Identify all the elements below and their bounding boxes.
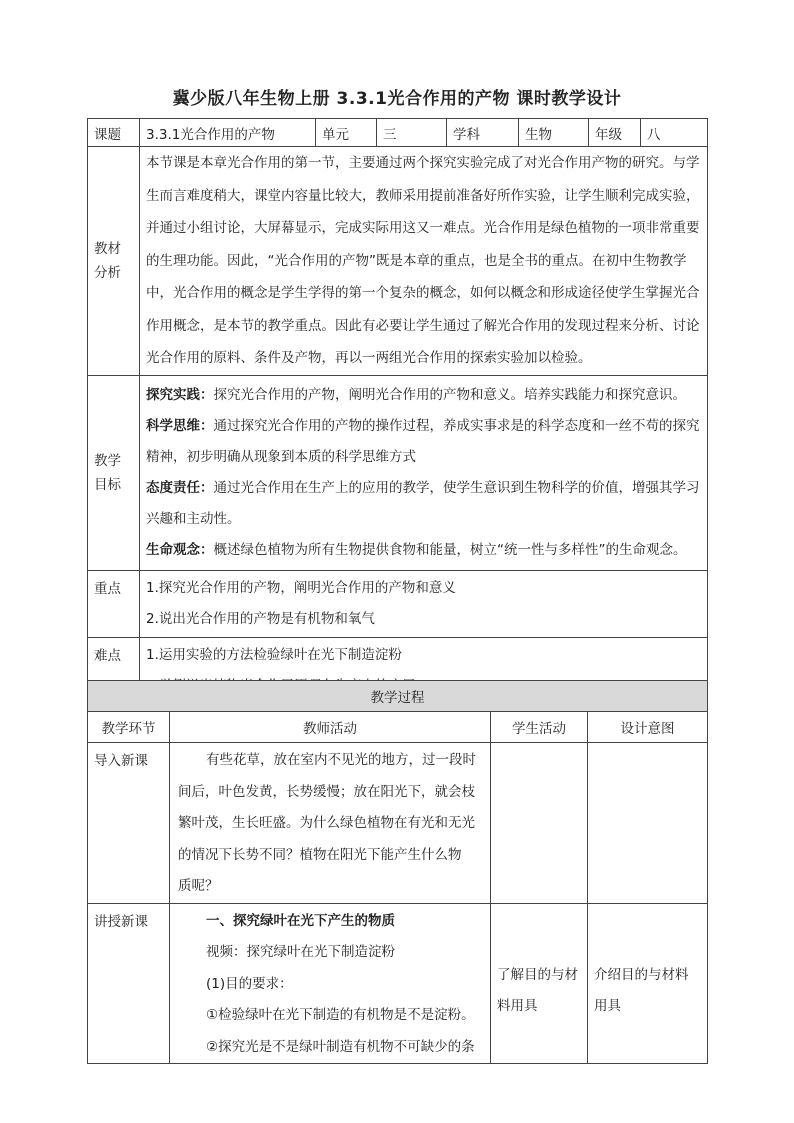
teacher-line: 间后，叶色发黄，长势缓慢；放在阳光下，就会枝 (178, 783, 475, 800)
teacher-line: 的情况下长势不同？植物在阳光下能产生什么物 (178, 846, 462, 863)
analysis-label (88, 147, 140, 376)
phase-lecture: 讲授新课 (88, 903, 170, 1064)
analysis-label-line2: 分析 (94, 264, 121, 281)
topic-label: 课题 (88, 119, 140, 147)
header-phase: 教学环节 (88, 712, 170, 743)
objective-head: 态度责任： (146, 479, 214, 496)
objective-item (146, 380, 703, 411)
teacher-line: (1)目的要求： (206, 975, 293, 992)
key-points-label: 重点 (88, 570, 140, 637)
intent-line: 用具 (594, 998, 621, 1014)
document-title: 冀少版八年生物上册 3.3.1光合作用的产物 课时教学设计 (172, 89, 622, 109)
process-section-row (88, 681, 708, 712)
difficulties-label: 难点 (88, 637, 140, 704)
objective-head: 探究实践： (146, 386, 214, 403)
key-points-row (88, 570, 708, 637)
process-row-intro (88, 743, 708, 904)
design-intent-intro (588, 743, 708, 904)
teacher-line: ②探究光是不是绿叶制造有机物不可缺少的条 (206, 1038, 475, 1055)
objectives-row (88, 375, 708, 570)
process-header-row (88, 712, 708, 743)
unit-value: 三 (377, 119, 447, 147)
info-row (88, 119, 708, 147)
header-teacher: 教师活动 (170, 712, 491, 743)
teaching-process-table (87, 680, 708, 1064)
objectives-label-line2: 目标 (94, 476, 121, 493)
objectives-label-line1: 教学 (94, 452, 121, 469)
teacher-line: 视频：探究绿叶在光下制造淀粉 (206, 944, 395, 960)
unit-label: 单元 (316, 119, 377, 147)
design-intent-lecture (588, 903, 708, 1064)
key-point-item: 1.探究光合作用的产物，阐明光合作用的产物和意义 (146, 579, 456, 596)
analysis-row (88, 147, 708, 376)
teacher-activity-lecture (170, 903, 491, 1064)
subject-value: 生物 (519, 119, 589, 147)
teacher-activity-intro (170, 743, 491, 904)
difficulty-item: 1.运用实验的方法检验绿叶在光下制造淀粉 (146, 646, 402, 663)
teacher-line: 繁叶茂，生长旺盛。为什么绿色植物在有光和无光 (178, 815, 475, 831)
teacher-line: ①检验绿叶在光下制造的有机物是不是淀粉。 (206, 1007, 475, 1023)
lesson-info-table (87, 118, 708, 705)
header-intent: 设计意图 (588, 712, 708, 743)
grade-label: 年级 (589, 119, 641, 147)
process-section-title: 教学过程 (88, 681, 708, 712)
objective-item (146, 535, 703, 566)
analysis-label-line1: 教材 (94, 240, 121, 257)
objective-item (146, 411, 703, 473)
objective-body: 通过探究光合作用的产物的操作过程，养成实事求是的科学态度和一丝不苟的探究精神，初步明确从现象到本质的科学思维方式 (146, 417, 700, 465)
objective-item (146, 473, 703, 535)
subject-label: 学科 (447, 119, 519, 147)
objective-head: 科学思维： (146, 417, 214, 434)
objectives-content (140, 375, 708, 570)
student-line: 料用具 (497, 998, 538, 1014)
objective-body: 通过光合作用在生产上的应用的教学，使学生意识到生物科学的价值，增强其学习兴趣和主动性。 (146, 479, 700, 527)
student-activity-lecture (491, 903, 588, 1064)
key-points-content (140, 570, 708, 637)
objective-body: 探究光合作用的产物，阐明光合作用的产物和意义。培养实践能力和探究意识。 (213, 386, 686, 403)
teacher-heading: 一、探究绿叶在光下产生的物质 (206, 912, 395, 929)
grade-value: 八 (641, 119, 708, 147)
header-student: 学生活动 (491, 712, 588, 743)
process-row-lecture (88, 903, 708, 1064)
topic-value: 3.3.1光合作用的产物 (140, 119, 316, 147)
student-line: 了解目的与材 (497, 966, 578, 983)
key-point-item: 2.说出光合作用的产物是有机物和氧气 (146, 610, 375, 627)
objective-body: 概述绿色植物为所有生物提供食物和能量，树立“统一性与多样性”的生命观念。 (213, 541, 687, 558)
objective-head: 生命观念： (146, 541, 214, 558)
analysis-text: 本节课是本章光合作用的第一节，主要通过两个探究实验完成了对光合作用产物的研究。与学生而言难度稍大，课堂内容量比较大，教师采用提前准备好所作实验，让学生顺利完成实验，并通过小组讨论，大屏幕显示，完成实际用这又一难点。光合作用是绿色植物的一项非常重要的生理功能。因此，“光合作用的产物”既是本章的重点，也是全书的重点。在初中生物教学中，光合作用的概念是学生学得的第一个复杂的概念，如何以概念和形成途径使学生掌握光合作用概念，是本节的教学重点。因此有必要让学生通过了解光合作用的发现过程来分析、讨论光合作用的原料、条件及产物，再以一两组光合作用的探索实验加以检验。 (140, 147, 708, 376)
objectives-label (88, 375, 140, 570)
student-activity-intro (491, 743, 588, 904)
teacher-line: 质呢？ (178, 878, 219, 894)
teacher-line: 有些花草，放在室内不见光的地方，过一段时 (206, 752, 476, 768)
intent-line: 介绍目的与材料 (594, 966, 689, 983)
phase-intro: 导入新课 (88, 743, 170, 904)
